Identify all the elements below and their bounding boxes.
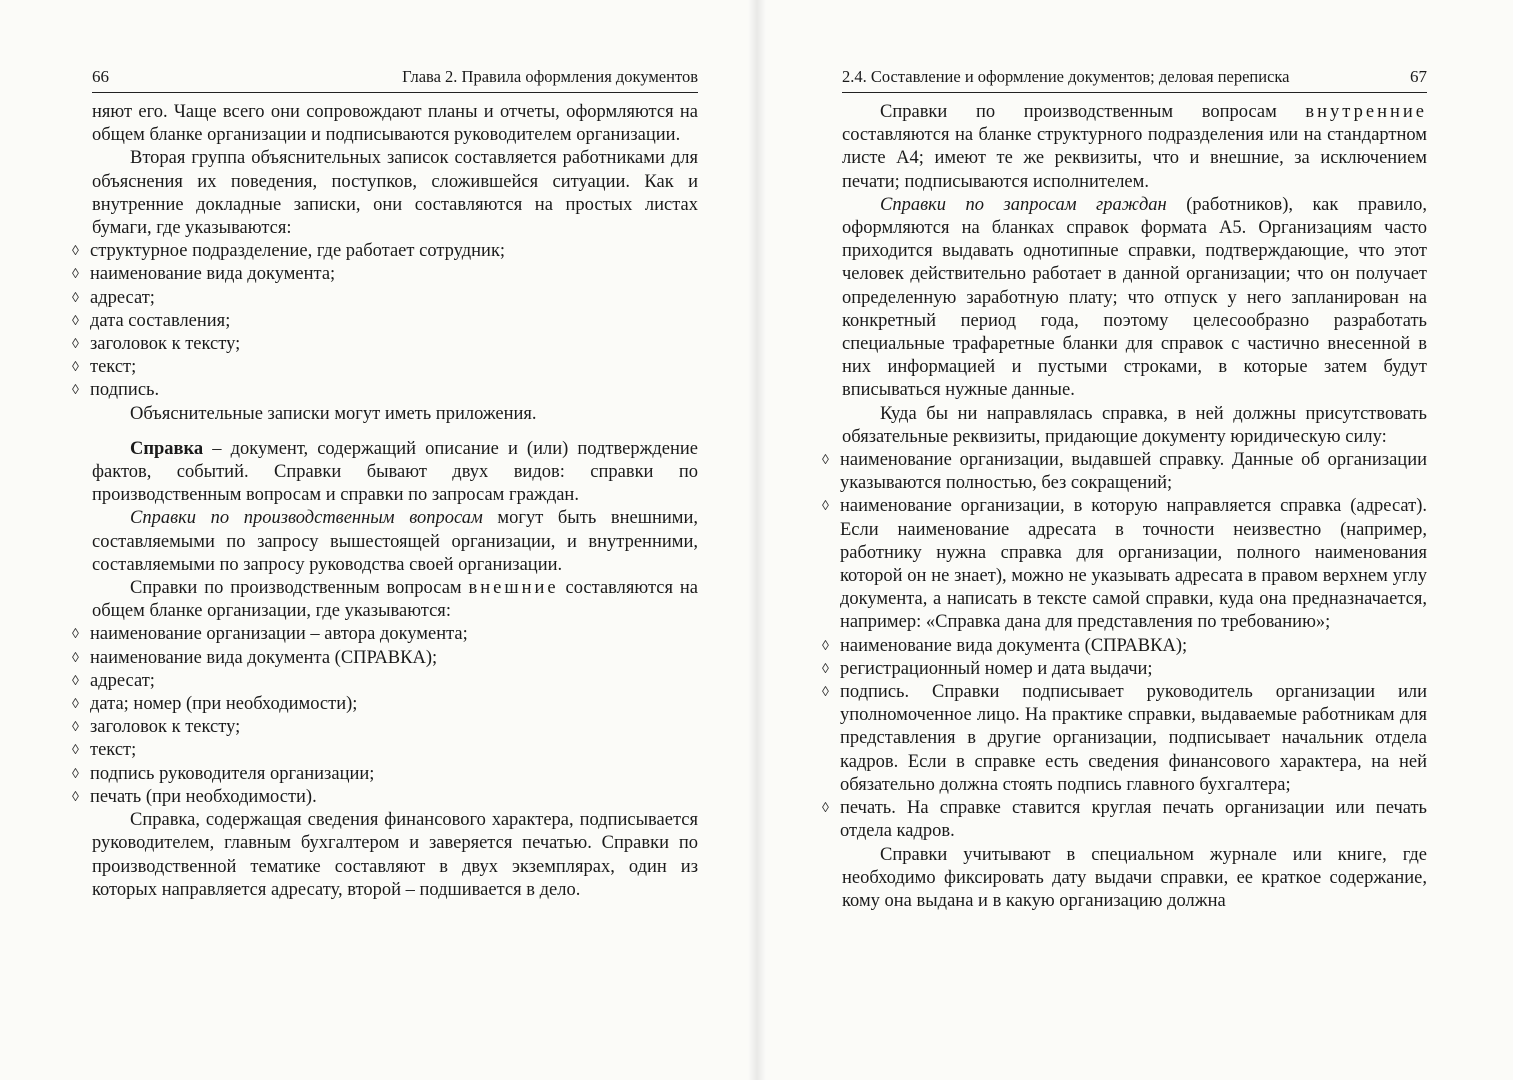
right-page-number: 67 — [1410, 67, 1427, 86]
left-page-number: 66 — [92, 67, 109, 86]
left-running-head — [92, 66, 698, 93]
left-page-body — [92, 101, 698, 902]
list-item: ◊ заголовок к тексту; — [72, 333, 698, 356]
paragraph: Справка, содержащая сведения финансового характера, подписывается руководителем, главным бухгалтером и заверяется печатью. Справки по производственной тематике составляют в двух экземплярах, один из которых направляется адресату, второй – подшивается в дело. — [92, 810, 698, 900]
paragraph: Вторая группа объяснительных записок составляется работниками для объяснения их поведения, поступков, сложившейся ситуации. Как и внутренние докладные записки, они составляются на простых листах бумаги, где указываются: — [92, 148, 698, 239]
list-item: ◊ наименование вида документа (СПРАВКА); — [822, 635, 1427, 658]
list-item: ◊ подпись. — [72, 379, 698, 402]
list-item: ◊ регистрационный номер и дата выдачи; — [822, 658, 1427, 681]
paragraph: Справки по производственным вопросам внутренние составляются на бланке структурного подразделения или на стандартном листе А4; имеют те же реквизиты, что и внешние, за исключением печати; подписываются исполнителем. — [842, 102, 1427, 192]
paragraph: няют его. Чаще всего они сопровождают планы и отчеты, оформляются на общем бланке организации и подписываются руководителем организации. — [92, 102, 698, 146]
right-page-body — [842, 101, 1427, 913]
list-item: ◊ текст; — [72, 739, 698, 762]
term-spaced: внутренние — [1305, 102, 1427, 122]
paragraph: Справки по производственным вопросам могут быть внешними, составляемыми по запросу вышестоящей организации, и внутренними, составляемыми по запросу руководства своей организации. — [92, 508, 698, 575]
paragraph: Справки учитывают в специальном журнале или книге, где необходимо фиксировать дату выдачи справки, ее краткое содержание, кому она выдана и в какую организацию должна — [842, 844, 1427, 911]
list-item: ◊ адресат; — [72, 287, 698, 310]
list-item: ◊ наименование вида документа; — [72, 263, 698, 286]
term-italic: Справки по запросам граждан — [880, 194, 1167, 215]
list-item: ◊ печать. На справке ставится круглая печать организации или печать отдела кадров. — [822, 797, 1427, 843]
paragraph: Куда бы ни направлялась справка, в ней должны присутствовать обязательные реквизиты, придающие документу юридическую силу: — [842, 403, 1427, 447]
term-spaced: внешние — [468, 578, 559, 599]
list-item: ◊ наименование вида документа (СПРАВКА); — [72, 647, 698, 670]
term-bold: Справка — [130, 438, 204, 459]
list-item: ◊ дата; номер (при необходимости); — [72, 693, 698, 716]
list-item: ◊ подпись руководителя организации; — [72, 763, 698, 786]
list-item: ◊ заголовок к тексту; — [72, 716, 698, 739]
right-running-head — [842, 66, 1427, 93]
paragraph: Объяснительные записки могут иметь приложения. — [130, 403, 537, 424]
list-item: ◊ текст; — [72, 356, 698, 379]
list-item: ◊ структурное подразделение, где работает сотрудник; — [72, 240, 698, 263]
left-page — [0, 0, 756, 1080]
list-item: ◊ печать (при необходимости). — [72, 786, 698, 809]
right-running-title: 2.4. Составление и оформление документов; деловая переписка — [842, 67, 1290, 86]
term-italic: Справки по производственным вопросам — [130, 508, 483, 529]
list-item: ◊ адресат; — [72, 670, 698, 693]
bullet-list-requisites — [842, 449, 1427, 843]
list-item: ◊ подпись. Справки подписывает руководитель организации или уполномоченное лицо. На практике справки, выдаваемые работникам для представления в другие организации, подписывает начальник отдела кадров. Если в справке есть сведения финансового характера, на ней обязательно должна стоять подпись главного бухгалтера; — [822, 681, 1427, 797]
paragraph-definition: Справка – документ, содержащий описание и (или) подтверждение фактов, событий. Справки бывают двух видов: справки по производственным вопросам и справки по запросам граждан. — [92, 438, 698, 506]
left-running-title: Глава 2. Правила оформления документов — [402, 67, 698, 86]
list-item: ◊ наименование организации, выдавшей справку. Данные об организации указываются полностью, без сокращений; — [822, 449, 1427, 495]
bullet-list-external — [92, 623, 698, 809]
bullet-list-explanatory — [92, 240, 698, 402]
list-item: ◊ дата составления; — [72, 310, 698, 333]
right-page — [756, 0, 1513, 1080]
paragraph: Справки по производственным вопросам внешние составляются на общем бланке организации, где указываются: — [92, 578, 699, 622]
list-item: ◊ наименование организации, в которую направляется справка (адресат). Если наименование адресата в точности неизвестно (например, работнику нужна справка для организации, полного наименования которой он не знает), можно не указывать адресата в правом верхнем углу документа, а написать в тексте самой справки, куда она предназначается, например: «Справка дана для представления по требованию»; — [822, 495, 1427, 634]
list-item: ◊ наименование организации – автора документа; — [72, 623, 698, 646]
paragraph: Справки по запросам граждан (работников), как правило, оформляются на бланках справок формата А5. Организациям часто приходится выдавать однотипные справки, подтверждающие, что этот человек действительно работает в данной организации; что он получает определенную заработную плату; что отпуск у него запланирован на конкретный период года, поэтому целесообразно разработать специальные трафаретные бланки для справок с частично внесенной в них информацией и пустыми строками, в которые затем будут вписываться нужные данные. — [842, 194, 1427, 401]
